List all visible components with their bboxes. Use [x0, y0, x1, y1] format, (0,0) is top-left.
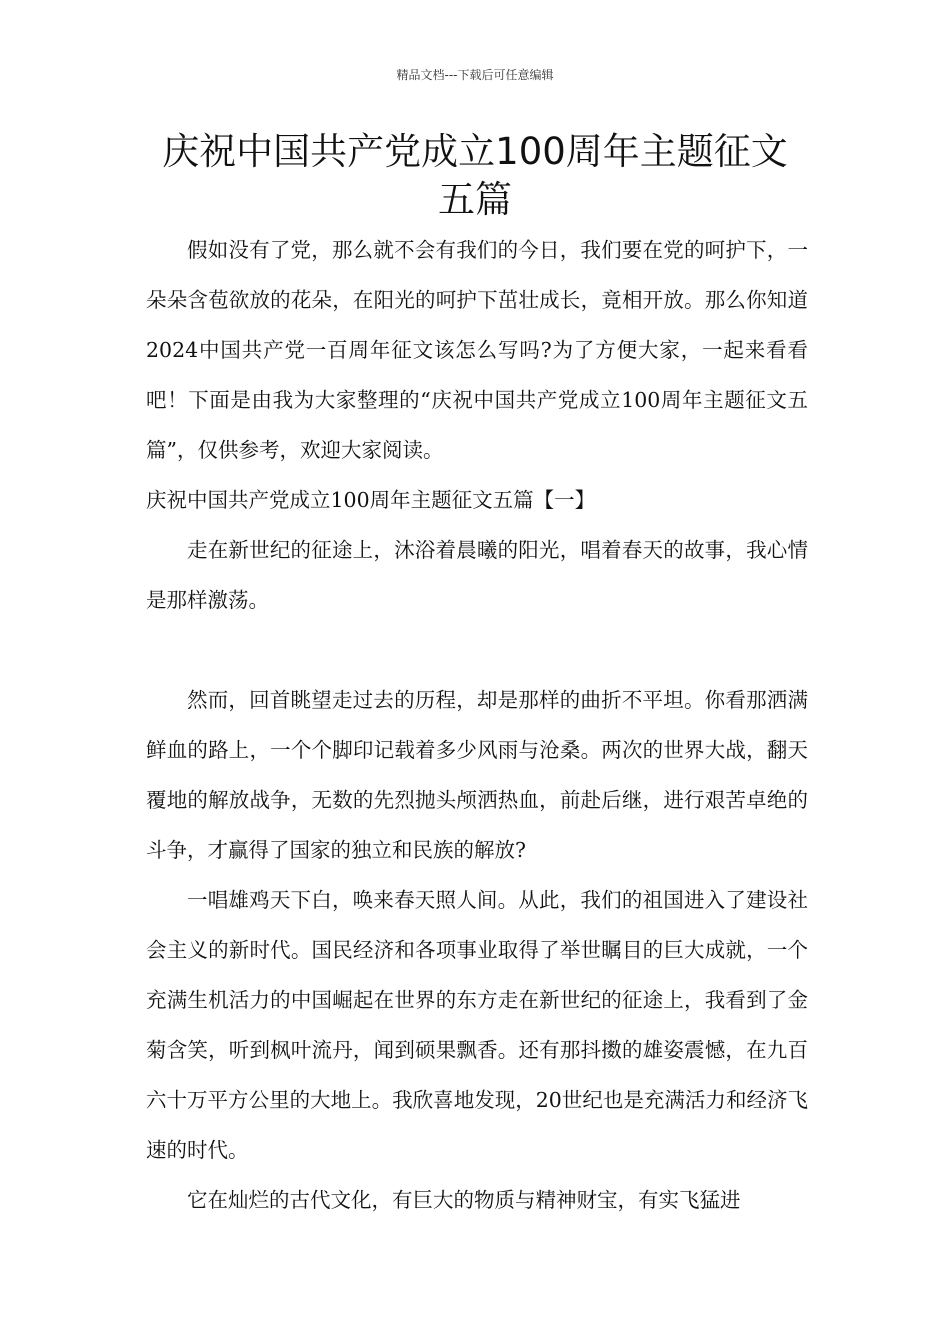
document-title	[95, 128, 855, 224]
intro-paragraph: 假如没有了党，那么就不会有我们的今日，我们要在党的呵护下，一朵朵含苞欲放的花朵，在阳光的呵护下茁壮成长，竟相开放。那么你知道2024中国共产党一百周年征文该怎么写吗?为了方便大家，一起来看看吧！下面是由我为大家整理的“庆祝中国共产党成立100周年主题征文五篇”，仅供参考，欢迎大家阅读。	[146, 238, 808, 462]
body-paragraph: 它在灿烂的古代文化，有巨大的物质与精神财宝，有实飞猛进	[187, 1188, 741, 1212]
title-line-1: 庆祝中国共产党成立100周年主题征文	[162, 130, 788, 173]
title-line-2: 五篇	[438, 178, 512, 221]
header-note: 精品文档---下载后可任意编辑	[396, 68, 554, 82]
body-paragraph: 一唱雄鸡天下白，唤来春天照人间。从此，我们的祖国进入了建设社会主义的新时代。国民经济和各项事业取得了举世瞩目的巨大成就，一个充满生机活力的中国崛起在世界的东方走在新世纪的征途上，我看到了金菊含笑，听到枫叶流丹，闻到硕果飘香。还有那抖擞的雄姿震憾，在九百六十万平方公里的大地上。我欣喜地发现，20世纪也是充满活力和经济飞速的时代。	[146, 888, 808, 1162]
body-paragraph: 走在新世纪的征途上，沐浴着晨曦的阳光，唱着春天的故事，我心情是那样激荡。	[146, 538, 808, 612]
document-body	[146, 225, 808, 1225]
paragraph-gap	[146, 625, 808, 675]
body-paragraph: 然而，回首眺望走过去的历程，却是那样的曲折不平坦。你看那洒满鲜血的路上，一个个脚印记载着多少风雨与沧桑。两次的世界大战，翻天覆地的解放战争，无数的先烈抛头颅洒热血，前赴后继，进行艰苦卓绝的斗争，才赢得了国家的独立和民族的解放?	[146, 688, 808, 862]
section-heading: 庆祝中国共产党成立100周年主题征文五篇【一】	[146, 488, 596, 512]
